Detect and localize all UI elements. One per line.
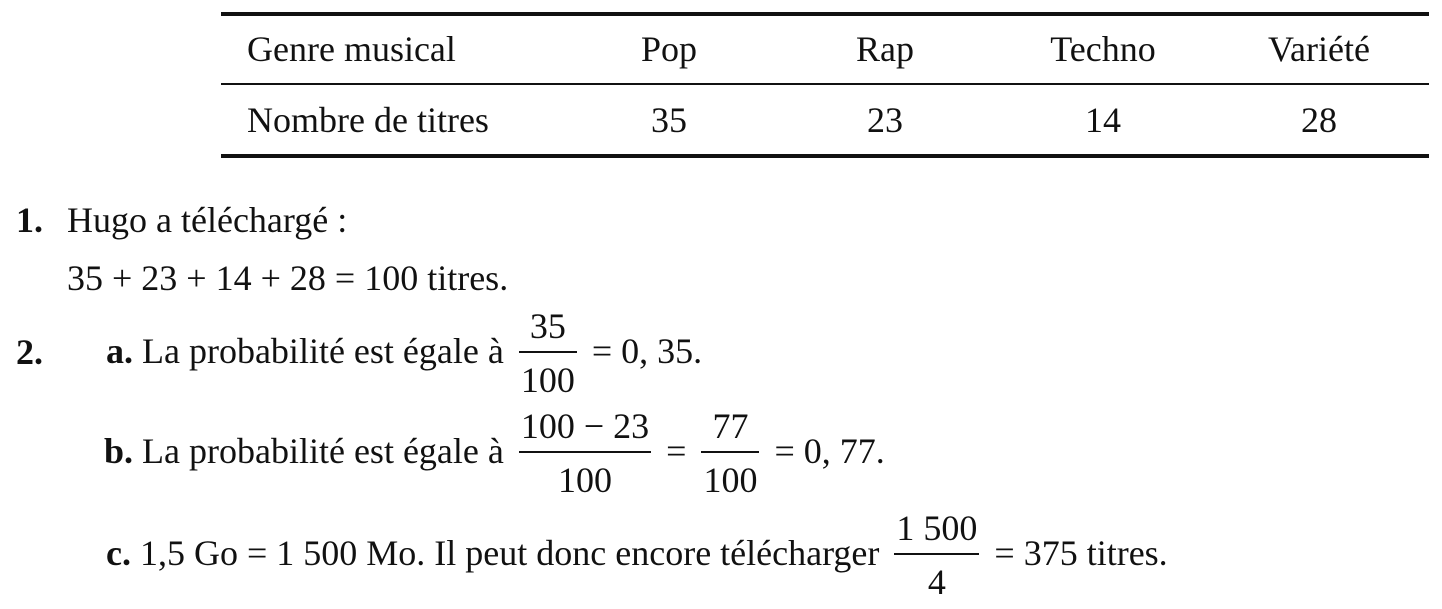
- question-2b-text: La probabilité est égale à: [142, 431, 504, 471]
- question-2c-label: c.: [106, 533, 131, 573]
- question-2a-text: La probabilité est égale à: [142, 331, 504, 371]
- table-mid-rule: [221, 83, 1429, 85]
- table-header-rap: Rap: [856, 29, 914, 69]
- table-row-label: Nombre de titres: [247, 100, 489, 140]
- question-1-number: 1.: [16, 200, 43, 240]
- table-cell-techno: 14: [1085, 100, 1121, 140]
- fraction-denominator: 4: [927, 561, 946, 602]
- fraction-bar: [519, 451, 651, 453]
- table-top-rule: [221, 12, 1429, 16]
- question-2a-label: a.: [106, 331, 133, 371]
- fraction-numerator: 35: [529, 305, 566, 346]
- table-header-variete: Variété: [1268, 29, 1370, 69]
- fraction-numerator: 77: [712, 405, 749, 446]
- table-bottom-rule: [221, 154, 1429, 158]
- table-cell-variete: 28: [1301, 100, 1337, 140]
- table-cell-rap: 23: [867, 100, 903, 140]
- question-2b-result: = 0, 77.: [774, 431, 885, 471]
- question-2a-fraction: [519, 305, 577, 401]
- fraction-denominator: 100: [520, 359, 575, 400]
- table-header-pop: Pop: [640, 29, 698, 69]
- fraction-denominator: 100: [703, 459, 758, 500]
- question-2b-equals: =: [666, 431, 687, 471]
- fraction-numerator: 100 − 23: [520, 405, 650, 446]
- table-cell-pop: 35: [651, 100, 687, 140]
- table-header-techno: Techno: [1050, 29, 1156, 69]
- fraction-bar: [701, 451, 759, 453]
- question-2c-text: 1,5 Go = 1 500 Mo. Il peut donc encore télécharger: [139, 533, 880, 573]
- question-2c-result: = 375 titres.: [994, 533, 1168, 573]
- question-2b-fraction-1: [519, 405, 651, 501]
- question-1-calc: 35 + 23 + 14 + 28 = 100 titres.: [67, 258, 509, 298]
- fraction-bar: [894, 553, 979, 555]
- genre-table: [221, 12, 1429, 158]
- question-2c: [106, 507, 1168, 602]
- question-2b: [104, 405, 885, 500]
- fraction-numerator: 1 500: [896, 507, 978, 548]
- question-2a-result: = 0, 35.: [591, 331, 703, 371]
- fraction-bar: [519, 351, 577, 353]
- question-2b-label: b.: [104, 431, 134, 471]
- table-header-genre: Genre musical: [247, 29, 456, 69]
- question-2a: [106, 305, 703, 400]
- question-1-text: Hugo a téléchargé :: [67, 200, 348, 240]
- question-2-number: 2.: [16, 332, 43, 372]
- question-2c-fraction: [894, 507, 979, 603]
- fraction-denominator: 100: [558, 459, 613, 500]
- question-2b-fraction-2: [701, 405, 759, 501]
